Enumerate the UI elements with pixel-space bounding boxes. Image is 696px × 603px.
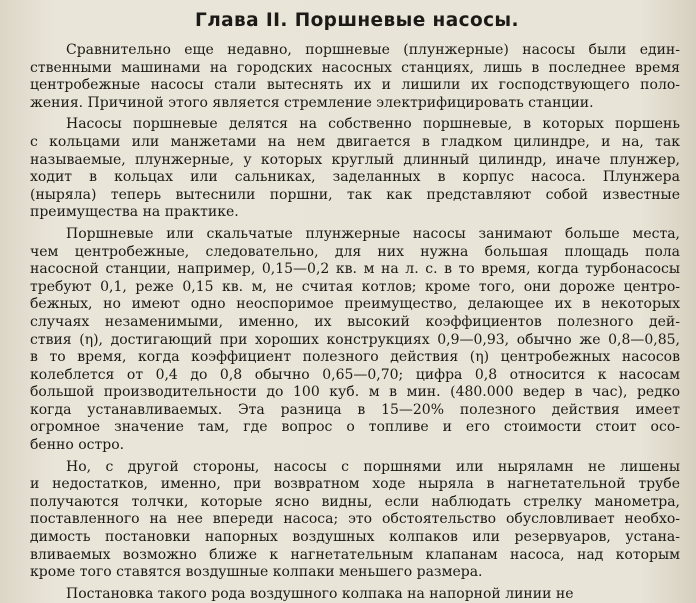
- text-line: случаях незаменимыми, именно, их высокий коэффициентов полезного дей-: [30, 313, 680, 330]
- text-line: огромное значение там, где вопрос о топливе и его стоимости стоит осо-: [30, 419, 680, 436]
- text-line: ствия (η), достигающий при хороших конструкциях 0,9—0,93, обычно же 0,8—0,85,: [30, 331, 680, 348]
- text-line: насосной станции, например, 0,15—0,2 кв. м на л. с. в то время, когда турбонасосы: [30, 261, 680, 278]
- paragraph: [30, 42, 680, 112]
- text-line: бежных, но имеют одно неоспоримое преимущество, делающее их в некоторых: [30, 296, 680, 313]
- paragraph: [30, 226, 680, 455]
- text-line: чем центробежные, следовательно, для них нужна большая площадь пола: [30, 243, 680, 260]
- text-line: поставленного на нее впереди насоса; это обстоятельство обусловливает необхо-: [30, 511, 680, 528]
- text-line: Сравнительно еще недавно, поршневые (плунжерные) насосы были един-: [66, 42, 680, 58]
- text-line: Поршневые или скальчатые плунжерные насосы занимают больше места,: [66, 225, 680, 242]
- paragraph: [30, 116, 680, 222]
- text-line: требуют 0,1, реже 0,15 кв. м, не считая котлов; кроме того, они дороже центро-: [30, 278, 680, 295]
- text-line: жения. Причиной этого является стремление электрифицировать станции.: [30, 94, 594, 111]
- text-line: бенно остро.: [30, 437, 125, 454]
- text-line: с кольцами или манжетами на нем двигается в гладком цилиндре, и на, так: [30, 133, 680, 150]
- text-line: и недостатков, именно, при возвратном ходе ныряла в нагнетательной трубе: [30, 476, 680, 493]
- text-line: димость постановки напорных воздушных колпаков или резервуаров, устана-: [30, 529, 680, 546]
- text-line: Насосы поршневые делятся на собственно поршневые, в которых поршень: [66, 116, 680, 133]
- text-line: кроме того ставятся воздушные колпаки меньшего размера.: [30, 564, 483, 581]
- text-line: ственными машинами на городских насосных станциях, лишь в последнее время: [30, 59, 680, 76]
- paragraph: [30, 586, 680, 603]
- text-line: когда устанавливаемых. Эта разница в 15—20% полезного действия имеет: [30, 401, 680, 418]
- text-line: называемые, плунжерные, у которых круглый длинный цилиндр, иначе плунжер,: [30, 151, 680, 168]
- text-line: ходит в кольцах или сальниках, заделанных в корпус насоса. Плунжера: [30, 169, 680, 186]
- text-line: колеблется от 0,4 до 0,8 обычно 0,65—0,70; цифра 0,8 относится к насосам: [30, 366, 680, 383]
- text-line: (ныряла) теперь вытеснили поршни, так как представляют собой известные: [30, 186, 680, 203]
- text-line: большой производительности до 100 куб. м в мин. (480.000 ведер в час), редко: [30, 384, 680, 401]
- text-line: преимущества на практике.: [30, 204, 239, 221]
- chapter-title: Глава II. Поршневые насосы.: [195, 10, 519, 31]
- text-line: в то время, когда коэффициент полезного действия (η) центробежных насосов: [30, 349, 680, 366]
- page-body: [30, 42, 680, 603]
- text-line: Но, с другой стороны, насосы с поршнями или ныряламн не лишены: [66, 458, 680, 475]
- text-line: центробежные насосы стали вытеснять их и лишили их господствующего поло-: [30, 77, 680, 94]
- text-line: вливаемых возможно ближе к нагнетательным клапанам насоса, над которым: [30, 546, 680, 563]
- text-line: получаются толчки, которые ясно видны, если наблюдать стрелку манометра,: [30, 493, 680, 510]
- text-line: Постановка такого рода воздушного колпака на напорной линии не: [66, 585, 574, 602]
- paragraph: [30, 459, 680, 582]
